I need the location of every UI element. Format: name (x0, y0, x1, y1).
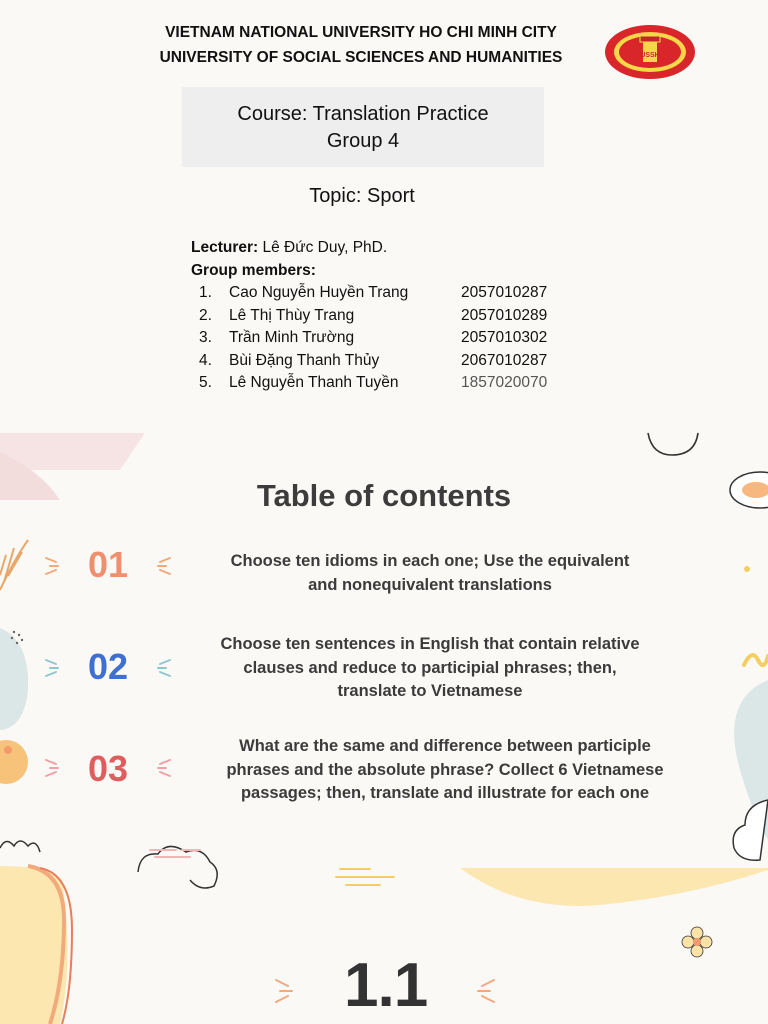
page-number: 1.1 (344, 951, 428, 1020)
orange-circle (0, 740, 28, 784)
topic-title: Topic: Sport (309, 185, 415, 207)
lecturer-name: Lê Đức Duy, PhD. (258, 239, 388, 256)
cloud-decoration (733, 800, 768, 860)
member-number: 5. (199, 374, 212, 391)
logo-text: USSH (640, 52, 660, 59)
member-number: 2. (199, 306, 212, 324)
lecturer-line (191, 237, 547, 260)
list-item (191, 327, 547, 350)
member-id: 2057010287 (461, 284, 548, 301)
arc-decoration (648, 433, 698, 455)
members-list (191, 282, 547, 395)
member-id: 2067010287 (461, 351, 548, 369)
squiggle-decoration (744, 655, 768, 665)
toc-item-line: clauses and reduce to participial phrases; then, (243, 658, 617, 677)
toc-number-02: 02 (87, 646, 129, 687)
toc-item-03[interactable] (190, 735, 700, 806)
member-id: 2057010289 (461, 306, 548, 324)
plant-sketch (0, 841, 40, 852)
list-item (191, 282, 547, 305)
cloud-bottom (138, 846, 217, 888)
yellow-dashes (336, 869, 394, 885)
member-name: Trần Minh Trường (229, 329, 355, 346)
member-name: Lê Thị Thùy Trang (229, 306, 355, 324)
list-item (191, 372, 547, 395)
lecturer-label: Lecturer: (191, 239, 259, 256)
leaf-decoration (0, 540, 28, 590)
member-id: 2057010302 (461, 329, 548, 346)
member-name: Cao Nguyễn Huyền Trang (229, 284, 409, 301)
member-number: 3. (199, 329, 212, 346)
list-item (191, 305, 547, 328)
university-line-1: VIETNAM NATIONAL UNIVERSITY HO CHI MINH CITY (165, 24, 557, 41)
member-name: Bùi Đặng Thanh Thủy (229, 351, 380, 369)
group-members-label: Group members: (191, 261, 316, 279)
yellow-wave (460, 868, 768, 906)
group-label: Group 4 (326, 130, 400, 152)
toc-item-line: passages; then, translate and illustrate for each one (240, 784, 650, 802)
toc-item-01[interactable] (190, 550, 670, 597)
toc-item-line: phrases and the absolute phrase? Collect 6 Vietnamese (226, 760, 664, 779)
toc-number-03: 03 (87, 748, 129, 789)
toc-item-line: Choose ten idioms in each one; Use the equivalent (230, 552, 630, 570)
toc-number-01: 01 (87, 544, 129, 585)
toc-item-02[interactable] (180, 633, 680, 704)
list-item (191, 350, 547, 373)
member-name: Lê Nguyễn Thanh Tuyền (229, 374, 399, 391)
course-box (182, 87, 544, 167)
toc-item-line: translate to Vietnamese (337, 682, 523, 700)
toc-item-line: What are the same and difference between participle (239, 737, 651, 755)
member-id: 1857020070 (461, 374, 548, 391)
member-number: 1. (199, 284, 212, 301)
toc-item-line: Choose ten sentences in English that contain relative (220, 635, 640, 653)
course-title: Course: Translation Practice (237, 103, 489, 125)
toc-title: Table of contents (256, 478, 512, 513)
group-info (191, 237, 547, 395)
flower-decoration (682, 927, 712, 957)
university-line-2: UNIVERSITY OF SOCIAL SCIENCES AND HUMANITIES (159, 49, 563, 66)
toc-item-line: and nonequivalent translations (308, 575, 552, 594)
member-number: 4. (199, 351, 212, 369)
university-logo (604, 24, 696, 80)
blue-shape-left (0, 628, 28, 730)
